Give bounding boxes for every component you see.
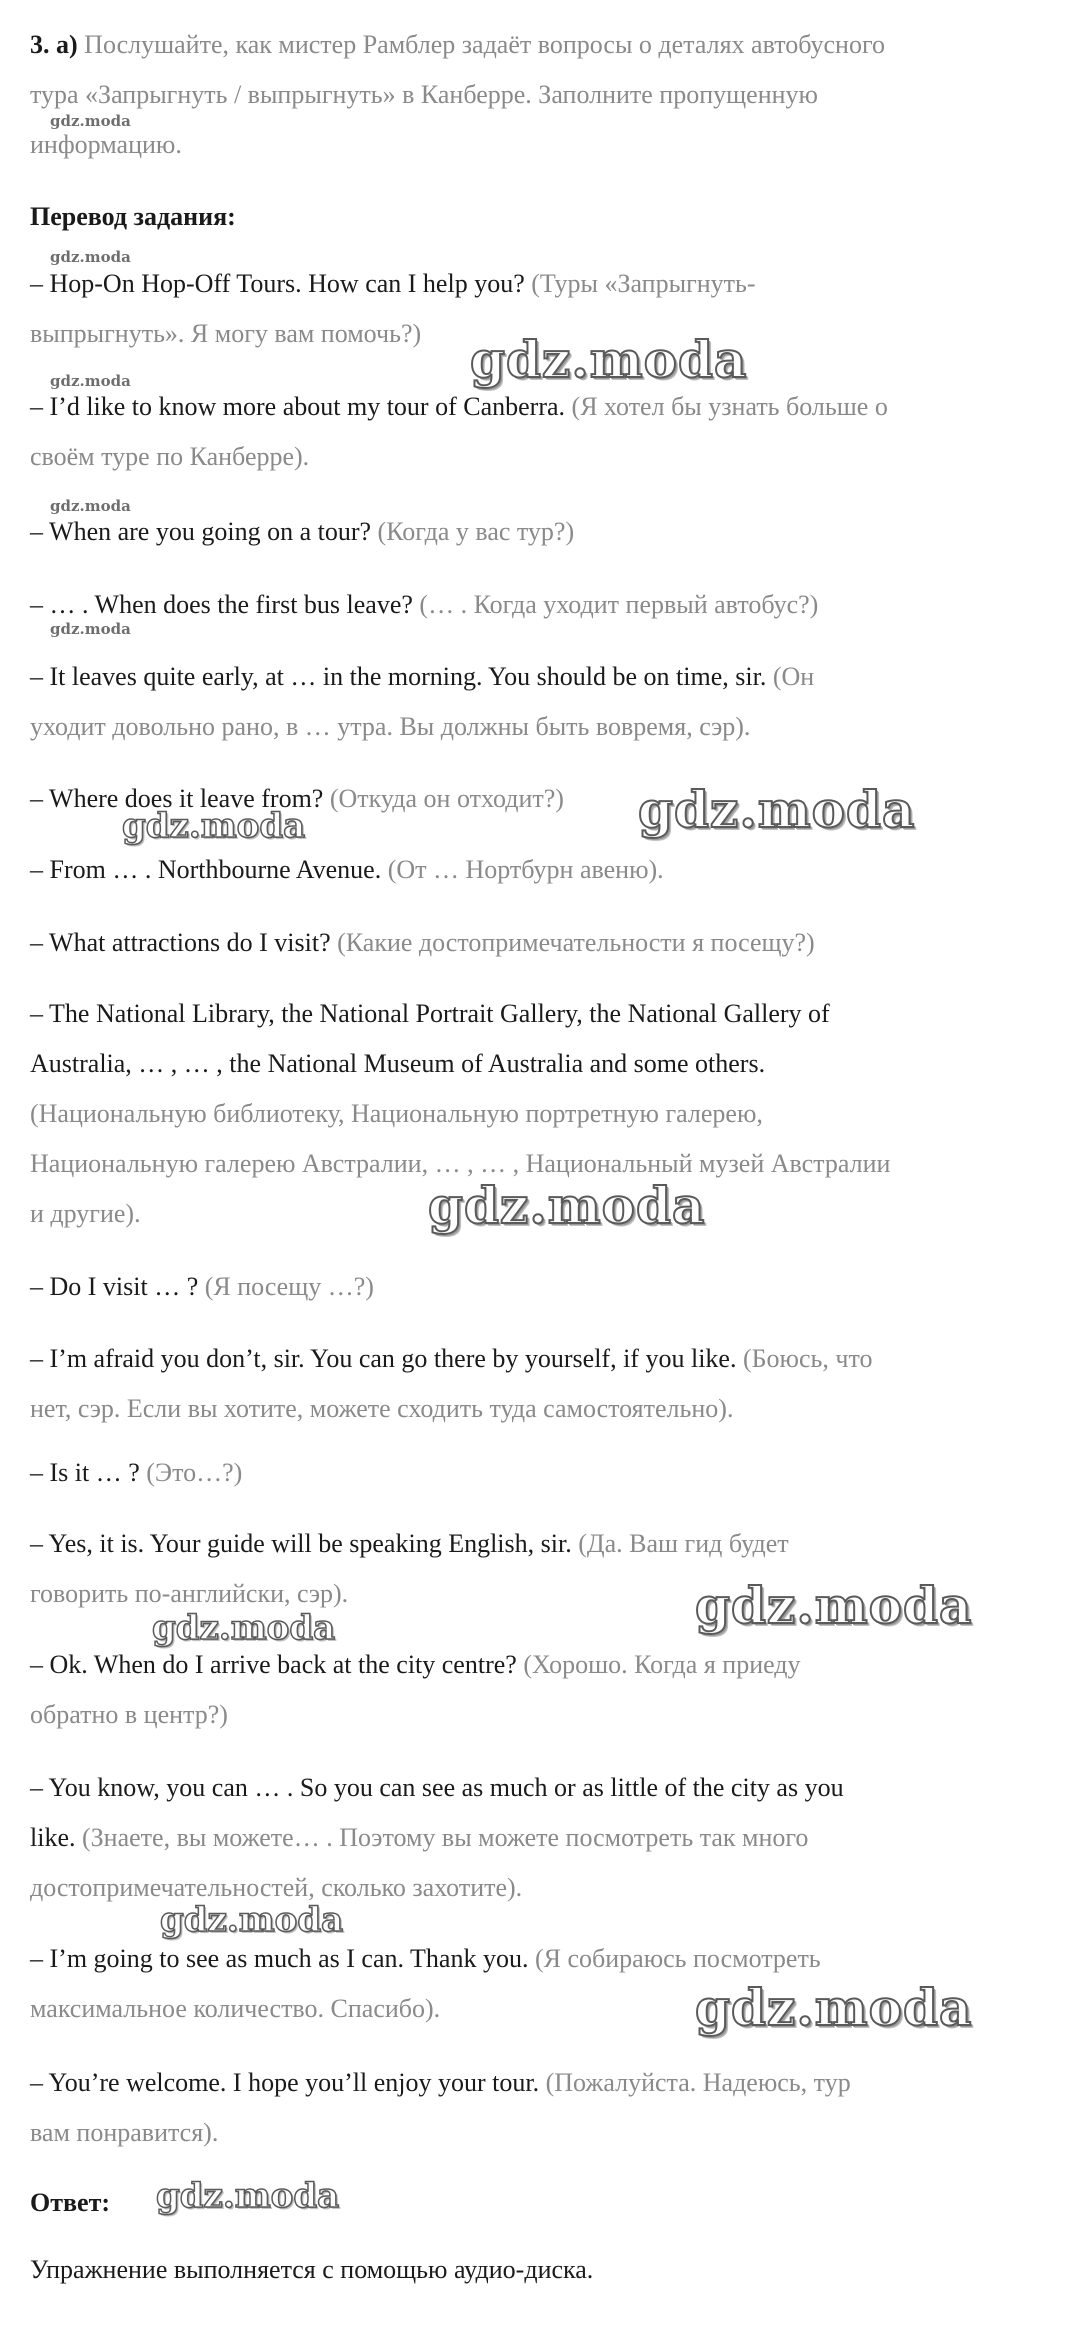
watermark-small: gdz.moda bbox=[50, 620, 131, 638]
watermark-large: gdz.moda bbox=[695, 1978, 973, 2037]
dialogue-en: – I’m afraid you don’t, sir. You can go there by yourself, if you like. bbox=[30, 1344, 737, 1373]
dialogue-ru: (Национальную библиотеку, Национальную портретную галерею, bbox=[30, 1099, 763, 1128]
dialogue-ru: (Какие достопримечательности я посещу?) bbox=[337, 928, 815, 957]
dialogue-ru-cont: обратно в центр?) bbox=[30, 1700, 228, 1729]
dialogue-en: – I’d like to know more about my tour of Canberra. bbox=[30, 392, 566, 421]
watermark-small: gdz.moda bbox=[50, 112, 131, 130]
dialogue-ru: (Когда у вас тур?) bbox=[377, 517, 575, 546]
dialogue-ru: (Знаете, вы можете… . Поэтому вы можете посмотреть так много bbox=[82, 1823, 809, 1852]
dialogue-ru-cont: выпрыгнуть». Я могу вам помочь?) bbox=[30, 319, 422, 348]
dialogue-ru: (Я посещу …?) bbox=[204, 1272, 374, 1301]
dialogue-ru: (От … Нортбурн авеню). bbox=[387, 855, 664, 884]
dialogue-line bbox=[30, 515, 574, 549]
task-text-2: тура «Запрыгнуть / выпрыгнуть» в Канберре. Заполните пропущенную bbox=[30, 80, 818, 109]
dialogue-en: – You know, you can … . So you can see as much or as little of the city as you bbox=[30, 1773, 844, 1802]
dialogue-ru-cont: достопримечательностей, сколько захотите). bbox=[30, 1873, 523, 1902]
dialogue-ru: (Туры «Запрыгнуть- bbox=[531, 269, 756, 298]
dialogue-ru-cont: нет, сэр. Если вы хотите, можете сходить туда самостоятельно). bbox=[30, 1394, 734, 1423]
dialogue-line bbox=[30, 2066, 851, 2100]
dialogue-en-cont: like. bbox=[30, 1823, 76, 1852]
dialogue-ru: (Да. Ваш гид будет bbox=[578, 1529, 789, 1558]
dialogue-en: – Is it … ? bbox=[30, 1458, 140, 1487]
dialogue-en: – Do I visit … ? bbox=[30, 1272, 199, 1301]
dialogue-line bbox=[30, 390, 888, 424]
dialogue-line bbox=[30, 1342, 872, 1376]
dialogue-en: – It leaves quite early, at … in the morning. You should be on time, sir. bbox=[30, 662, 767, 691]
dialogue-line bbox=[30, 1821, 808, 1855]
dialogue-en: – The National Library, the National Portrait Gallery, the National Gallery of bbox=[30, 999, 830, 1028]
dialogue-ru: (Я хотел бы узнать больше о bbox=[571, 392, 888, 421]
task-number: 3. а) bbox=[30, 30, 78, 59]
dialogue-ru: (Хорошо. Когда я приеду bbox=[523, 1650, 801, 1679]
dialogue-en-cont: Australia, … , … , the National Museum of Australia and some others. bbox=[30, 1049, 766, 1078]
watermark-large: gdz.moda bbox=[695, 1576, 973, 1635]
dialogue-en: – Ok. When do I arrive back at the city centre? bbox=[30, 1650, 517, 1679]
watermark-large: gdz.moda bbox=[428, 1176, 706, 1235]
dialogue-ru: (Я собираюсь посмотреть bbox=[534, 1944, 821, 1973]
watermark-small: gdz.moda bbox=[50, 497, 131, 515]
dialogue-ru-cont: своём туре по Канберре). bbox=[30, 442, 310, 471]
task-text-3: информацию. bbox=[30, 130, 182, 159]
watermark-medium: gdz.moda bbox=[160, 1900, 344, 1940]
dialogue-ru: (Он bbox=[772, 662, 815, 691]
watermark-small: gdz.moda bbox=[50, 372, 131, 390]
dialogue-ru-cont: Национальную галерею Австралии, … , … , Национальный музей Австралии bbox=[30, 1149, 891, 1178]
watermark-small: gdz.moda bbox=[50, 248, 131, 266]
dialogue-line bbox=[30, 1527, 789, 1561]
dialogue-en: – Where does it leave from? bbox=[30, 784, 324, 813]
answer-text: Упражнение выполняется с помощью аудио-диска. bbox=[30, 2255, 594, 2284]
dialogue-ru-cont: говорить по-английски, сэр). bbox=[30, 1579, 349, 1608]
dialogue-ru-cont: уходит довольно рано, в … утра. Вы должны быть вовремя, сэр). bbox=[30, 712, 751, 741]
dialogue-line bbox=[30, 1942, 821, 1976]
dialogue-en: – Hop-On Hop-Off Tours. How can I help you? bbox=[30, 269, 525, 298]
watermark-medium: gdz.moda bbox=[122, 806, 306, 846]
dialogue-en: – From … . Northbourne Avenue. bbox=[30, 855, 382, 884]
dialogue-ru-cont: вам понравится). bbox=[30, 2118, 219, 2147]
dialogue-en: – What attractions do I visit? bbox=[30, 928, 331, 957]
dialogue-ru: (Пожалуйста. Надеюсь, тур bbox=[545, 2068, 851, 2097]
dialogue-ru: (Боюсь, что bbox=[742, 1344, 873, 1373]
watermark-large: gdz.moda bbox=[470, 330, 748, 389]
dialogue-line bbox=[30, 1648, 801, 1682]
translation-heading: Перевод задания: bbox=[30, 202, 236, 231]
task-line-1 bbox=[30, 28, 885, 62]
dialogue-line bbox=[30, 926, 815, 960]
dialogue-en: – I’m going to see as much as I can. Thank you. bbox=[30, 1944, 529, 1973]
dialogue-ru-cont: и другие). bbox=[30, 1199, 141, 1228]
task-text-1: Послушайте, как мистер Рамблер задаёт вопросы о деталях автобусного bbox=[84, 30, 885, 59]
dialogue-line bbox=[30, 1270, 374, 1304]
dialogue-ru-cont: максимальное количество. Спасибо). bbox=[30, 1994, 441, 2023]
dialogue-en: – When are you going on a tour? bbox=[30, 517, 372, 546]
dialogue-line bbox=[30, 853, 664, 887]
dialogue-line bbox=[30, 588, 818, 622]
watermark-large: gdz.moda bbox=[638, 780, 916, 839]
dialogue-en: – … . When does the first bus leave? bbox=[30, 590, 413, 619]
watermark-medium: gdz.moda bbox=[156, 2176, 340, 2216]
dialogue-ru: (Это…?) bbox=[146, 1458, 243, 1487]
dialogue-line bbox=[30, 1456, 242, 1490]
dialogue-en: – Yes, it is. Your guide will be speaking English, sir. bbox=[30, 1529, 572, 1558]
dialogue-ru: (Откуда он отходит?) bbox=[329, 784, 564, 813]
dialogue-en: – You’re welcome. I hope you’ll enjoy your tour. bbox=[30, 2068, 540, 2097]
dialogue-ru: (… . Когда уходит первый автобус?) bbox=[419, 590, 819, 619]
dialogue-line bbox=[30, 267, 756, 301]
answer-label: Ответ: bbox=[30, 2188, 111, 2217]
watermark-medium: gdz.moda bbox=[152, 1608, 336, 1648]
dialogue-line bbox=[30, 660, 814, 694]
